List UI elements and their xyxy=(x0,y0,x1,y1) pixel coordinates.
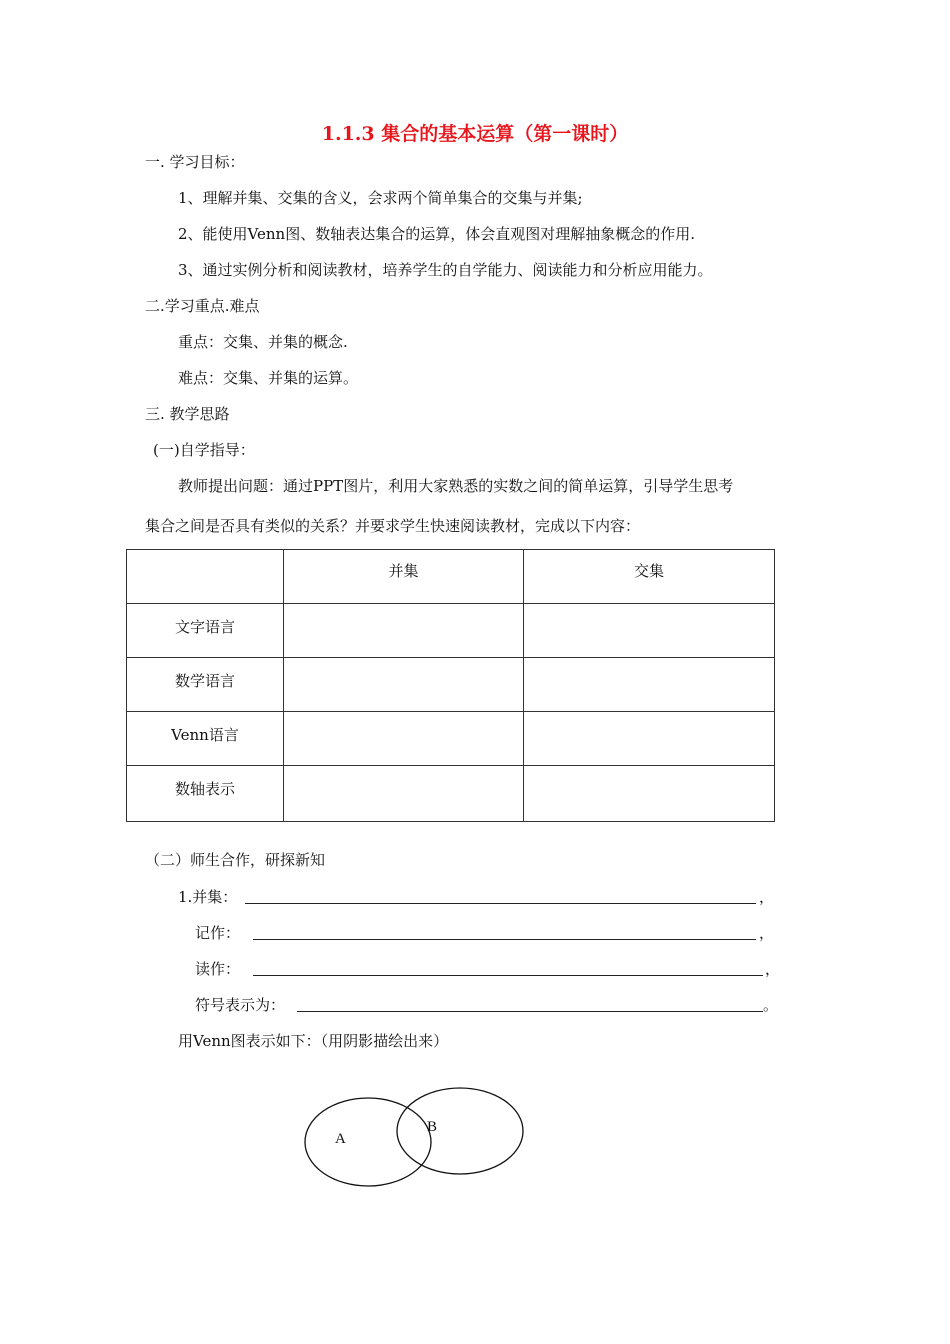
fill-in-blank[interactable] xyxy=(253,939,756,940)
goal-item: 2、能使用Venn图、数轴表达集合的运算，体会直观图对理解抽象概念的作用. xyxy=(178,225,695,243)
period: 。 xyxy=(763,996,779,1014)
table-cell xyxy=(524,712,775,766)
set-b-label: B xyxy=(427,1119,438,1135)
goal-item: 1、理解并集、交集的含义，会求两个简单集合的交集与并集; xyxy=(178,189,583,207)
table-row-label: Venn语言 xyxy=(127,712,284,766)
table-cell xyxy=(524,604,775,658)
table-cell xyxy=(284,766,524,822)
table-row-label: 数轴表示 xyxy=(127,766,284,822)
table-row-label: 数学语言 xyxy=(127,658,284,712)
paragraph-line: 教师提出问题：通过PPT图片，利用大家熟悉的实数之间的简单运算，引导学生思考 xyxy=(178,477,734,495)
notation-label: 记作： xyxy=(195,924,241,942)
comma: ， xyxy=(759,924,775,942)
key-point: 重点：交集、并集的概念. xyxy=(178,333,348,351)
paragraph-line: 集合之间是否具有类似的关系？并要求学生快速阅读教材，完成以下内容： xyxy=(145,517,641,535)
comma: ， xyxy=(759,888,775,906)
table-row xyxy=(127,658,775,712)
comparison-table xyxy=(126,549,775,822)
section-heading-teaching: 三. 教学思路 xyxy=(145,405,230,423)
read-label: 读作： xyxy=(195,960,241,978)
table-header-cell xyxy=(127,550,284,604)
set-b-circle xyxy=(397,1088,523,1174)
table-row xyxy=(127,604,775,658)
table-cell xyxy=(284,604,524,658)
subsection-heading-self-study: (一)自学指导： xyxy=(153,441,255,459)
section-heading-goals: 一. 学习目标： xyxy=(145,153,245,171)
table-header-cell: 交集 xyxy=(524,550,775,604)
table-header-cell: 并集 xyxy=(284,550,524,604)
set-a-circle xyxy=(305,1098,431,1186)
venn-intro: 用Venn图表示如下：（用阴影描绘出来） xyxy=(178,1032,449,1050)
table-header-row xyxy=(127,550,775,604)
fill-in-blank[interactable] xyxy=(245,903,756,904)
table-cell xyxy=(284,712,524,766)
union-label: 1.并集： xyxy=(178,888,238,906)
table-row xyxy=(127,712,775,766)
fill-in-blank[interactable] xyxy=(253,975,763,976)
table-cell xyxy=(524,766,775,822)
goal-item: 3、通过实例分析和阅读教材，培养学生的自学能力、阅读能力和分析应用能力。 xyxy=(178,261,713,279)
set-a-label: A xyxy=(335,1131,346,1147)
difficulty-point: 难点：交集、并集的运算。 xyxy=(178,369,359,387)
table-row xyxy=(127,766,775,822)
fill-in-blank[interactable] xyxy=(297,1011,763,1012)
table-row-label: 文字语言 xyxy=(127,604,284,658)
comma: ， xyxy=(765,960,781,978)
section-heading-key-points: 二.学习重点.难点 xyxy=(145,297,260,315)
table-cell xyxy=(284,658,524,712)
page-title: 1.1.3 集合的基本运算（第一课时） xyxy=(321,123,629,145)
subsection-heading-cooperation: （二）师生合作，研探新知 xyxy=(145,851,326,869)
table-cell xyxy=(524,658,775,712)
symbol-label: 符号表示为： xyxy=(195,996,286,1014)
